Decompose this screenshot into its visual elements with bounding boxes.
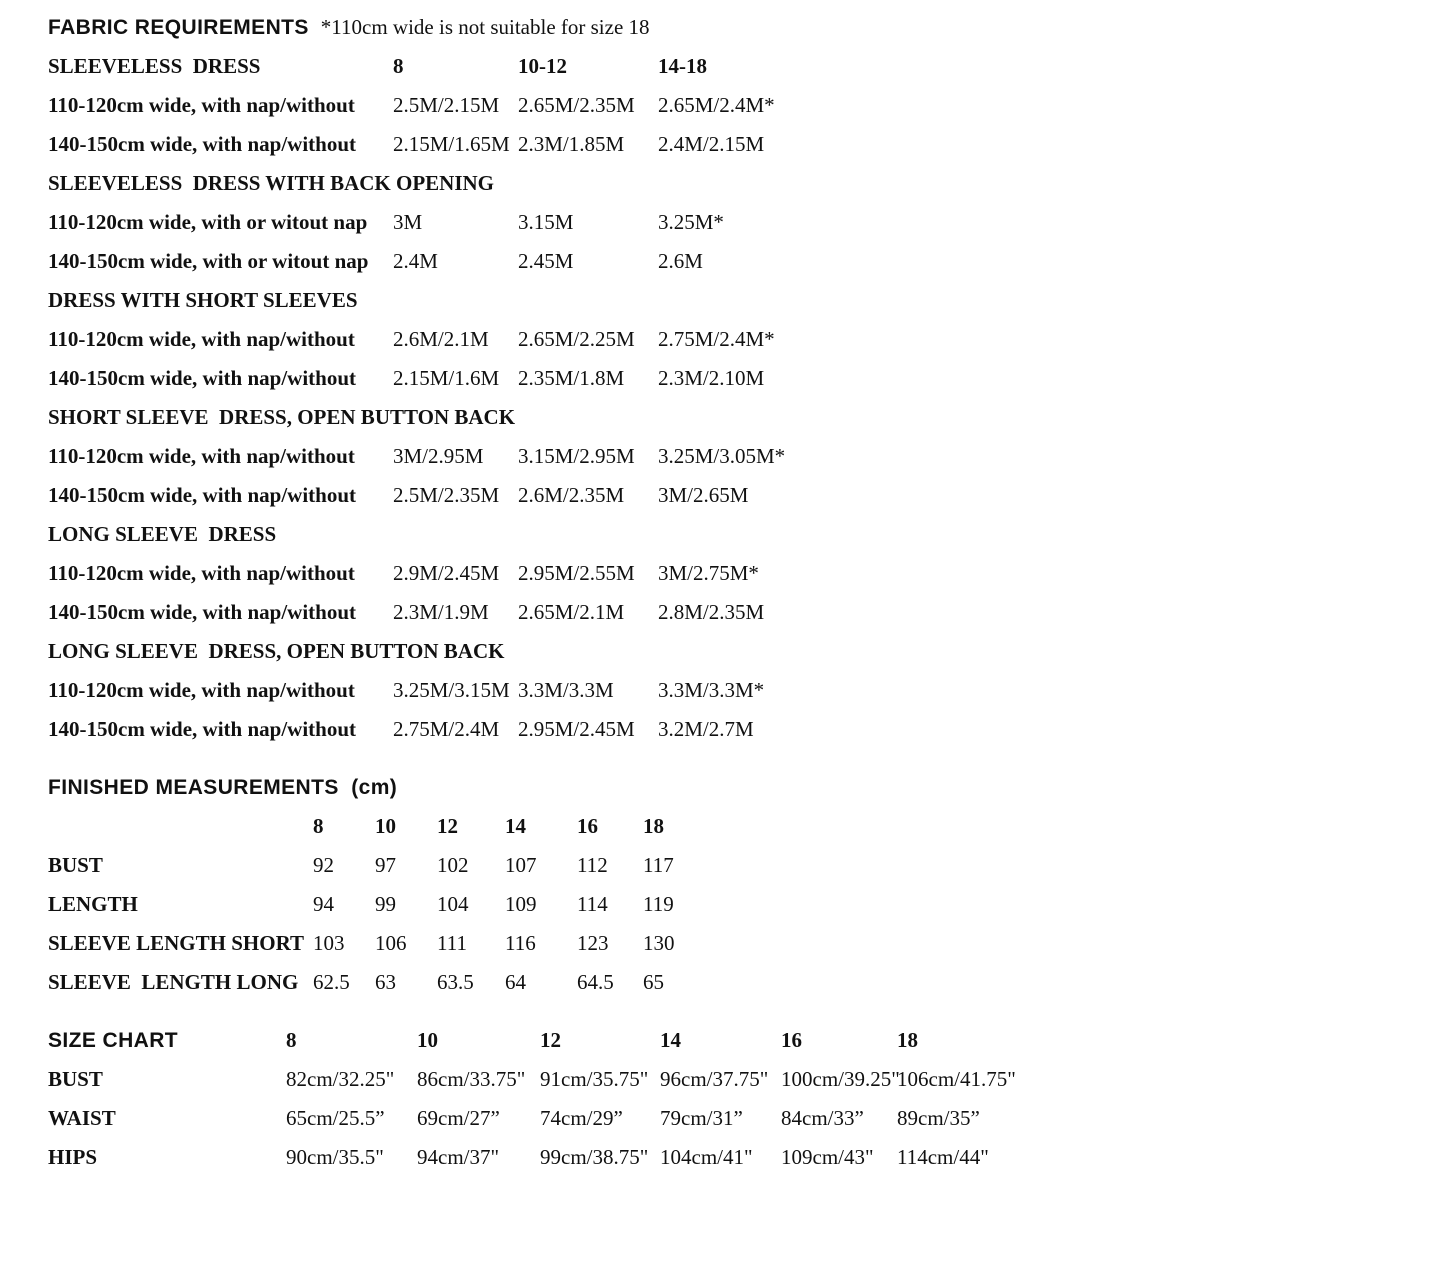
fabric-row	[48, 242, 1445, 281]
size-header: 12	[437, 814, 458, 838]
size-header: 10-12	[518, 54, 567, 78]
value-cell: 2.3M/2.10M	[658, 366, 765, 390]
value-cell: 2.95M/2.55M	[518, 561, 635, 585]
value-cell: 62.5	[313, 970, 350, 994]
size-header: 16	[781, 1028, 802, 1052]
value-cell: 97	[375, 853, 396, 877]
value-cell: 114	[577, 892, 608, 916]
size-header: 8	[286, 1028, 297, 1052]
row-label: 110-120cm wide, with nap/without	[48, 93, 355, 117]
fabric-row	[48, 86, 1445, 125]
value-cell: 106	[375, 931, 407, 955]
value-cell: 114cm/44"	[897, 1145, 989, 1169]
value-cell: 96cm/37.75"	[660, 1067, 769, 1091]
value-cell: 102	[437, 853, 469, 877]
value-cell: 65cm/25.5”	[286, 1106, 385, 1130]
value-cell: 116	[505, 931, 536, 955]
fabric-section-heading-row	[48, 164, 1445, 203]
row-label: 140-150cm wide, with nap/without	[48, 132, 357, 156]
measurement-row	[48, 924, 1445, 963]
value-cell: 2.15M/1.65M	[393, 132, 510, 156]
fabric-row	[48, 671, 1445, 710]
value-cell: 92	[313, 853, 334, 877]
value-cell: 119	[643, 892, 674, 916]
value-cell: 2.6M	[658, 249, 703, 273]
fabric-row	[48, 710, 1445, 749]
row-label: 110-120cm wide, with or witout nap	[48, 210, 368, 234]
value-cell: 2.8M/2.35M	[658, 600, 765, 624]
row-label: LENGTH	[48, 892, 138, 916]
value-cell: 103	[313, 931, 345, 955]
size-header: 8	[393, 54, 404, 78]
row-label: SLEEVE LENGTH SHORT	[48, 931, 305, 955]
size-chart-title: SIZE CHART	[48, 1028, 178, 1052]
size-chart-row	[48, 1099, 1445, 1138]
fabric-row	[48, 437, 1445, 476]
row-label: 140-150cm wide, with nap/without	[48, 483, 357, 507]
value-cell: 64.5	[577, 970, 614, 994]
fabric-row	[48, 203, 1445, 242]
value-cell: 106cm/41.75"	[897, 1067, 1016, 1091]
value-cell: 86cm/33.75"	[417, 1067, 526, 1091]
fabric-row	[48, 476, 1445, 515]
value-cell: 3.2M/2.7M	[658, 717, 754, 741]
section-heading: LONG SLEEVE DRESS, OPEN BUTTON BACK	[48, 639, 505, 663]
fabric-requirements-header	[48, 8, 1445, 47]
value-cell: 2.6M/2.35M	[518, 483, 625, 507]
finished-sizes-row	[48, 807, 1445, 846]
value-cell: 65	[643, 970, 664, 994]
row-label: BUST	[48, 853, 103, 877]
section-heading: DRESS WITH SHORT SLEEVES	[48, 288, 358, 312]
row-label: 110-120cm wide, with nap/without	[48, 444, 355, 468]
value-cell: 2.45M	[518, 249, 574, 273]
size-header: 10	[417, 1028, 438, 1052]
value-cell: 3.15M	[518, 210, 574, 234]
row-label: 140-150cm wide, with or witout nap	[48, 249, 369, 273]
size-header: 14	[660, 1028, 681, 1052]
row-label: 110-120cm wide, with nap/without	[48, 561, 355, 585]
row-label: 140-150cm wide, with nap/without	[48, 717, 357, 741]
fabric-section-heading-row	[48, 632, 1445, 671]
value-cell: 89cm/35”	[897, 1106, 980, 1130]
row-label: 140-150cm wide, with nap/without	[48, 366, 357, 390]
value-cell: 2.75M/2.4M*	[658, 327, 775, 351]
value-cell: 84cm/33”	[781, 1106, 864, 1130]
value-cell: 91cm/35.75"	[540, 1067, 649, 1091]
value-cell: 130	[643, 931, 675, 955]
value-cell: 2.75M/2.4M	[393, 717, 500, 741]
section-heading: LONG SLEEVE DRESS	[48, 522, 277, 546]
fabric-row	[48, 125, 1445, 164]
value-cell: 2.3M/1.85M	[518, 132, 625, 156]
value-cell: 3.3M/3.3M*	[658, 678, 765, 702]
value-cell: 63.5	[437, 970, 474, 994]
value-cell: 100cm/39.25"	[781, 1067, 900, 1091]
value-cell: 104	[437, 892, 469, 916]
value-cell: 2.15M/1.6M	[393, 366, 500, 390]
value-cell: 2.3M/1.9M	[393, 600, 489, 624]
fabric-section-heading-row	[48, 398, 1445, 437]
value-cell: 3.25M*	[658, 210, 724, 234]
size-chart-row	[48, 1138, 1445, 1177]
fabric-row	[48, 359, 1445, 398]
value-cell: 2.35M/1.8M	[518, 366, 625, 390]
value-cell: 109	[505, 892, 537, 916]
measurement-row	[48, 963, 1445, 1002]
value-cell: 3.25M/3.15M	[393, 678, 510, 702]
size-header: 18	[643, 814, 664, 838]
size-chart-row	[48, 1060, 1445, 1099]
value-cell: 63	[375, 970, 396, 994]
value-cell: 2.65M/2.1M	[518, 600, 625, 624]
row-label: BUST	[48, 1067, 103, 1091]
measurement-row	[48, 846, 1445, 885]
value-cell: 3M/2.95M	[393, 444, 484, 468]
value-cell: 2.65M/2.4M*	[658, 93, 775, 117]
value-cell: 2.65M/2.25M	[518, 327, 635, 351]
row-label: 140-150cm wide, with nap/without	[48, 600, 357, 624]
value-cell: 74cm/29”	[540, 1106, 623, 1130]
value-cell: 2.4M/2.15M	[658, 132, 765, 156]
row-label: 110-120cm wide, with nap/without	[48, 327, 355, 351]
size-header: 14-18	[658, 54, 707, 78]
fabric-requirements-title: FABRIC REQUIREMENTS	[48, 15, 309, 39]
value-cell: 94cm/37"	[417, 1145, 500, 1169]
size-header: 10	[375, 814, 396, 838]
value-cell: 90cm/35.5"	[286, 1145, 384, 1169]
value-cell: 2.5M/2.35M	[393, 483, 500, 507]
row-label: WAIST	[48, 1106, 116, 1130]
value-cell: 2.65M/2.35M	[518, 93, 635, 117]
value-cell: 99cm/38.75"	[540, 1145, 649, 1169]
value-cell: 123	[577, 931, 609, 955]
fabric-row	[48, 554, 1445, 593]
value-cell: 2.6M/2.1M	[393, 327, 489, 351]
value-cell: 94	[313, 892, 334, 916]
value-cell: 69cm/27”	[417, 1106, 500, 1130]
value-cell: 3M/2.65M	[658, 483, 749, 507]
section-heading: SLEEVELESS DRESS WITH BACK OPENING	[48, 171, 495, 195]
size-chart-section	[48, 1021, 1445, 1177]
measurement-row	[48, 885, 1445, 924]
fabric-row	[48, 320, 1445, 359]
fabric-section-heading-row	[48, 47, 1445, 86]
value-cell: 2.95M/2.45M	[518, 717, 635, 741]
value-cell: 79cm/31”	[660, 1106, 743, 1130]
value-cell: 82cm/32.25"	[286, 1067, 395, 1091]
fabric-requirements-section	[48, 8, 1445, 749]
size-header: 8	[313, 814, 324, 838]
row-label: SLEEVE LENGTH LONG	[48, 970, 299, 994]
value-cell: 3.25M/3.05M*	[658, 444, 786, 468]
fabric-note: *110cm wide is not suitable for size 18	[320, 15, 650, 39]
fabric-section-heading-row	[48, 515, 1445, 554]
size-header: 16	[577, 814, 598, 838]
value-cell: 111	[437, 931, 467, 955]
row-label: 110-120cm wide, with nap/without	[48, 678, 355, 702]
fabric-section-heading-row	[48, 281, 1445, 320]
fabric-row	[48, 593, 1445, 632]
value-cell: 3.15M/2.95M	[518, 444, 635, 468]
value-cell: 99	[375, 892, 396, 916]
size-header: 18	[897, 1028, 918, 1052]
value-cell: 104cm/41"	[660, 1145, 753, 1169]
size-header: 12	[540, 1028, 561, 1052]
section-heading: SLEEVELESS DRESS	[48, 54, 261, 78]
value-cell: 3M	[393, 210, 423, 234]
value-cell: 2.4M	[393, 249, 438, 273]
value-cell: 112	[577, 853, 608, 877]
finished-measurements-header	[48, 768, 1445, 807]
size-header: 14	[505, 814, 526, 838]
value-cell: 2.9M/2.45M	[393, 561, 500, 585]
size-chart-header-row	[48, 1021, 1445, 1060]
value-cell: 107	[505, 853, 537, 877]
section-heading: SHORT SLEEVE DRESS, OPEN BUTTON BACK	[48, 405, 516, 429]
finished-measurements-section	[48, 768, 1445, 1002]
value-cell: 3.3M/3.3M	[518, 678, 614, 702]
value-cell: 64	[505, 970, 526, 994]
value-cell: 3M/2.75M*	[658, 561, 759, 585]
value-cell: 117	[643, 853, 674, 877]
value-cell: 2.5M/2.15M	[393, 93, 500, 117]
finished-measurements-title: FINISHED MEASUREMENTS (cm)	[48, 775, 398, 799]
row-label: HIPS	[48, 1145, 98, 1169]
value-cell: 109cm/43"	[781, 1145, 874, 1169]
